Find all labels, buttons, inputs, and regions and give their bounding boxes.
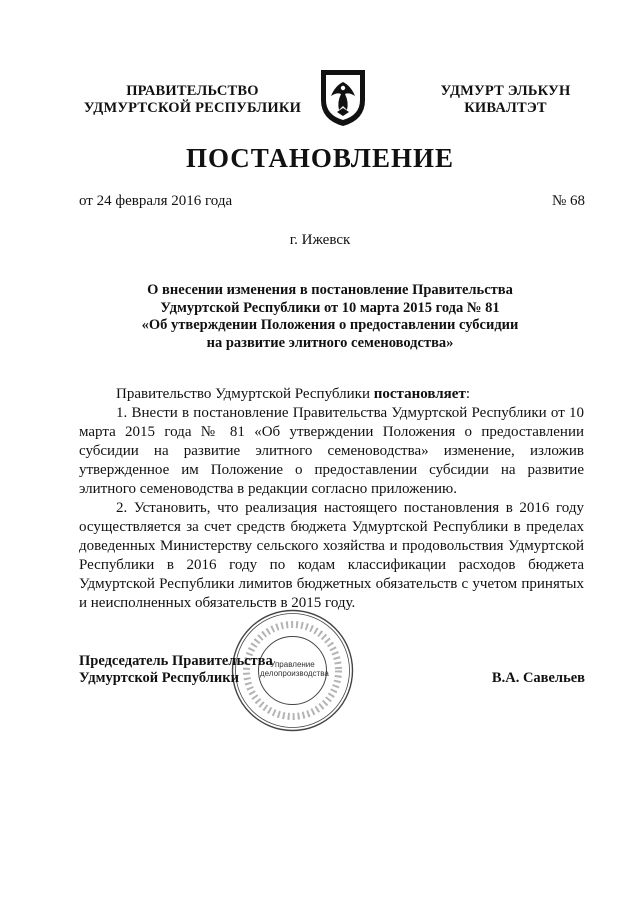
stamp-center-line2: делопроизводства: [260, 669, 329, 678]
document-subject: [110, 282, 550, 352]
government-name-udmurt: [418, 83, 593, 117]
subject-line: Удмуртской Республики от 10 марта 2015 года № 81: [160, 299, 500, 316]
government-name-ru-line2: УДМУРТСКОЙ РЕСПУБЛИКИ: [83, 100, 302, 116]
government-name-ru-line1: ПРАВИТЕЛЬСТВО: [126, 83, 259, 99]
body-paragraph-2: 2. Установить, что реализация настоящего постановления в 2016 году осуществляется за счет средств бюджета Удмуртской Республики в пределах доведенных Министерству сельского хозяйства и продовольствия Удмуртской Республики в 2016 году по кодам классификации расходов бюджета Удмуртской Республики лимитов бюджетных обязательств с учетом принятых и неисполненных обязательств в 2015 году.: [79, 500, 584, 611]
document-city: г. Ижевск: [289, 232, 351, 248]
intro-paragraph: [79, 385, 584, 404]
subject-line: О внесении изменения в постановление Правительства: [147, 282, 513, 298]
subject-line: на развитие элитного семеноводства»: [206, 334, 454, 351]
body-paragraph-1: 1. Внести в постановление Правительства Удмуртской Республики от 10 марта 2015 года № 81 «Об утверждении Положения о предоставлении субсидии на развитие элитного семеноводства» изменение, изложив утвержденное им Положение о предоставлении субсидии на развитие элитного семеноводства в редакции согласно приложению.: [79, 405, 584, 497]
intro-verb: постановляет: [373, 386, 466, 402]
government-name-russian: [70, 83, 315, 117]
udmurt-coat-of-arms-icon: [317, 64, 369, 128]
signatory-name: В.А. Савельев: [491, 670, 585, 686]
document-body: [79, 385, 584, 613]
government-name-udm-line2: КИВАЛТЭТ: [464, 100, 547, 116]
signatory-position-line2: Удмуртской Республики: [79, 670, 239, 686]
document-number: № 68: [551, 193, 585, 209]
signatory-position-line1: Председатель Правительства: [79, 653, 273, 669]
government-name-udm-line1: УДМУРТ ЭЛЬКУН: [440, 83, 571, 99]
intro-colon: :: [465, 386, 470, 402]
intro-text: Правительство Удмуртской Республики: [116, 386, 374, 402]
stamp-center-line1: Управление: [270, 660, 315, 669]
document-date: от 24 февраля 2016 года: [79, 193, 233, 209]
document-title: ПОСТАНОВЛЕНИЕ: [185, 143, 455, 173]
signatory-position: [79, 653, 273, 687]
subject-line: «Об утверждении Положения о предоставлении субсидии: [141, 317, 519, 333]
